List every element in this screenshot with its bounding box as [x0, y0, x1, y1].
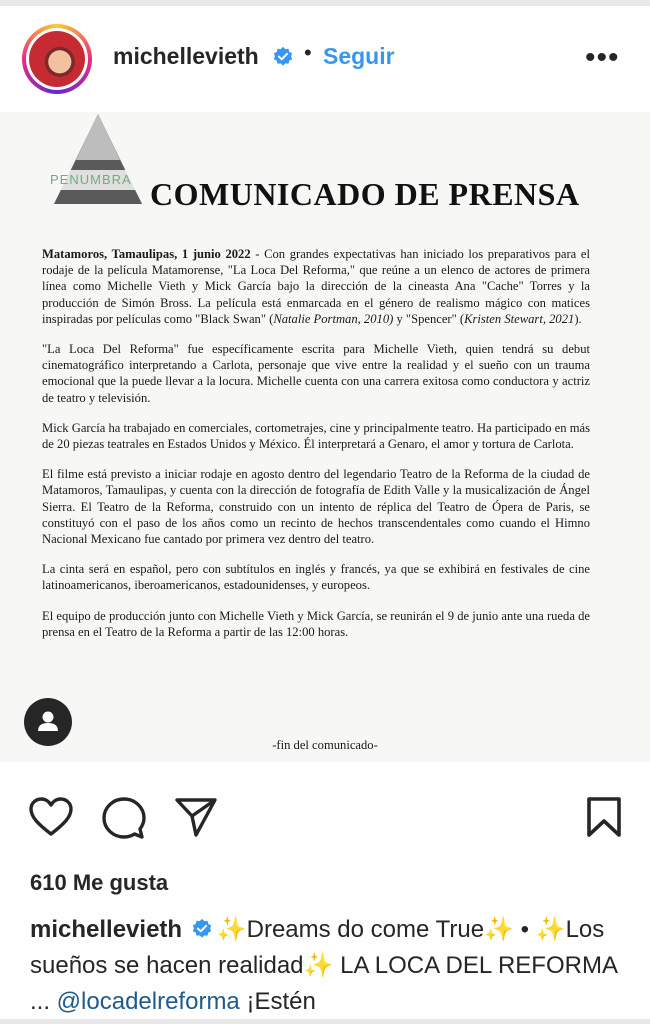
post-caption	[30, 912, 630, 1020]
paragraph-1-end: ).	[574, 311, 582, 326]
paragraph-1	[42, 246, 590, 327]
caption-text-1: Dreams do come True	[246, 916, 485, 943]
sparkle-icon: ✨	[535, 916, 566, 943]
caption-text-3: LA LOCA DEL REFORMA ...	[30, 952, 617, 1015]
more-options-icon[interactable]: •••	[585, 41, 620, 74]
mention-link[interactable]: @locadelreforma	[56, 988, 240, 1015]
paragraph-6: El equipo de producción junto con Michelle Vieth y Mick García, se reunirán el 9 de junio ante una rueda de prensa en el Teatro de la Reforma a partir de las 12:00 horas.	[42, 608, 590, 639]
bottom-divider	[0, 1019, 650, 1024]
paragraph-1-text: - Con grandes expectativas han iniciado los preparativos para el rodaje de la película Matamorense, "La Loca Del Reforma," que reúne a un elenco de actores de primera línea como Michelle Vieth y Mick García bajo la dirección de la cineasta Ana "Cache" Torres y la producción de Simón Bross. La película está enmarcada en el género de realismo mágico con matices inspiradas por películas como "Black Swan" (	[42, 247, 590, 326]
end-note: -fin del comunicado-	[272, 738, 378, 752]
paragraph-1-italic: Natalie Portman, 2010)	[273, 311, 394, 326]
avatar[interactable]	[22, 24, 92, 94]
dateline: Matamoros, Tamaulipas, 1 junio 2022	[42, 247, 251, 261]
avatar-border	[26, 28, 88, 90]
paragraph-1-italic-2: Kristen Stewart, 2021	[464, 311, 575, 326]
caption-text-2: Los sueños se hacen realidad	[30, 916, 605, 979]
heart-icon[interactable]	[28, 796, 74, 838]
press-release-document	[0, 112, 650, 762]
logo-mark	[48, 112, 146, 212]
logo-text: PENUMBRA	[50, 172, 132, 187]
verified-badge-icon	[191, 918, 213, 940]
sparkle-icon: ✨	[303, 952, 334, 979]
share-icon[interactable]	[174, 796, 218, 838]
like-count[interactable]: 610 Me gusta	[30, 870, 169, 895]
document-title: COMUNICADO DE PRENSA	[150, 176, 580, 212]
tag-user-glyph	[24, 698, 72, 746]
action-bar	[0, 762, 650, 872]
verified-badge-icon	[272, 46, 294, 68]
caption-bullet: •	[513, 916, 530, 943]
document-body	[42, 246, 590, 654]
separator-dot: •	[304, 40, 312, 65]
penumbra-logo	[48, 112, 146, 212]
paragraph-5: La cinta será en español, pero con subtítulos en inglés y francés, ya que se exhibirá en festivales de cine latinoamericanos, iberoamericanos, estadounidenses, y europeos.	[42, 562, 590, 593]
caption-username[interactable]: michellevieth	[30, 916, 183, 943]
paragraph-2: "La Loca Del Reforma" fue específicamente escrita para Michelle Vieth, quien tendrá su debut cinematográfico interpretando a Carlota, personaje que vive entre la realidad y el sueño con un trauma emocional que la puede llevar a la locura. Michelle cuenta con una carrera exitosa como conductora y actriz de teatro y televisión.	[42, 342, 590, 405]
sparkle-icon: ✨	[216, 916, 247, 943]
username-link[interactable]: michellevieth	[113, 43, 259, 69]
sparkle-icon: ✨	[484, 916, 514, 943]
paragraph-4: El filme está previsto a iniciar rodaje en agosto dentro del legendario Teatro de la Reforma de la ciudad de Matamoros, Tamaulipas, y cuenta con la dirección de fotografía de Edith Valle y la musicalización de Ángel Sierra. El Teatro de la Reforma, construido con un intento de réplica del Teatro de Ópera de Paris, se constituyó con el paso de los años como un recinto de hechos transcendentales como cuando el Himno Nacional Mexicano fue cantado por primera vez dentro del teatro.	[42, 467, 590, 547]
paragraph-1-mid: y "Spencer" (	[393, 311, 465, 326]
comment-icon[interactable]	[102, 796, 146, 840]
paragraph-3: Mick García ha trabajado en comerciales, cortometrajes, cine y principalmente teatro. Ha participado en más de 20 piezas teatrales en Estados Unidos y México. Él interpretará a Genaro, el amor y tortura de Carlota.	[42, 420, 590, 452]
tag-user-icon[interactable]	[24, 698, 72, 746]
bookmark-icon[interactable]	[586, 796, 622, 838]
post-image[interactable]	[0, 112, 650, 762]
post-header	[0, 6, 650, 110]
follow-button[interactable]: Seguir	[323, 43, 395, 69]
caption-text-4: ¡Estén	[239, 988, 316, 1015]
avatar-image	[29, 31, 85, 87]
